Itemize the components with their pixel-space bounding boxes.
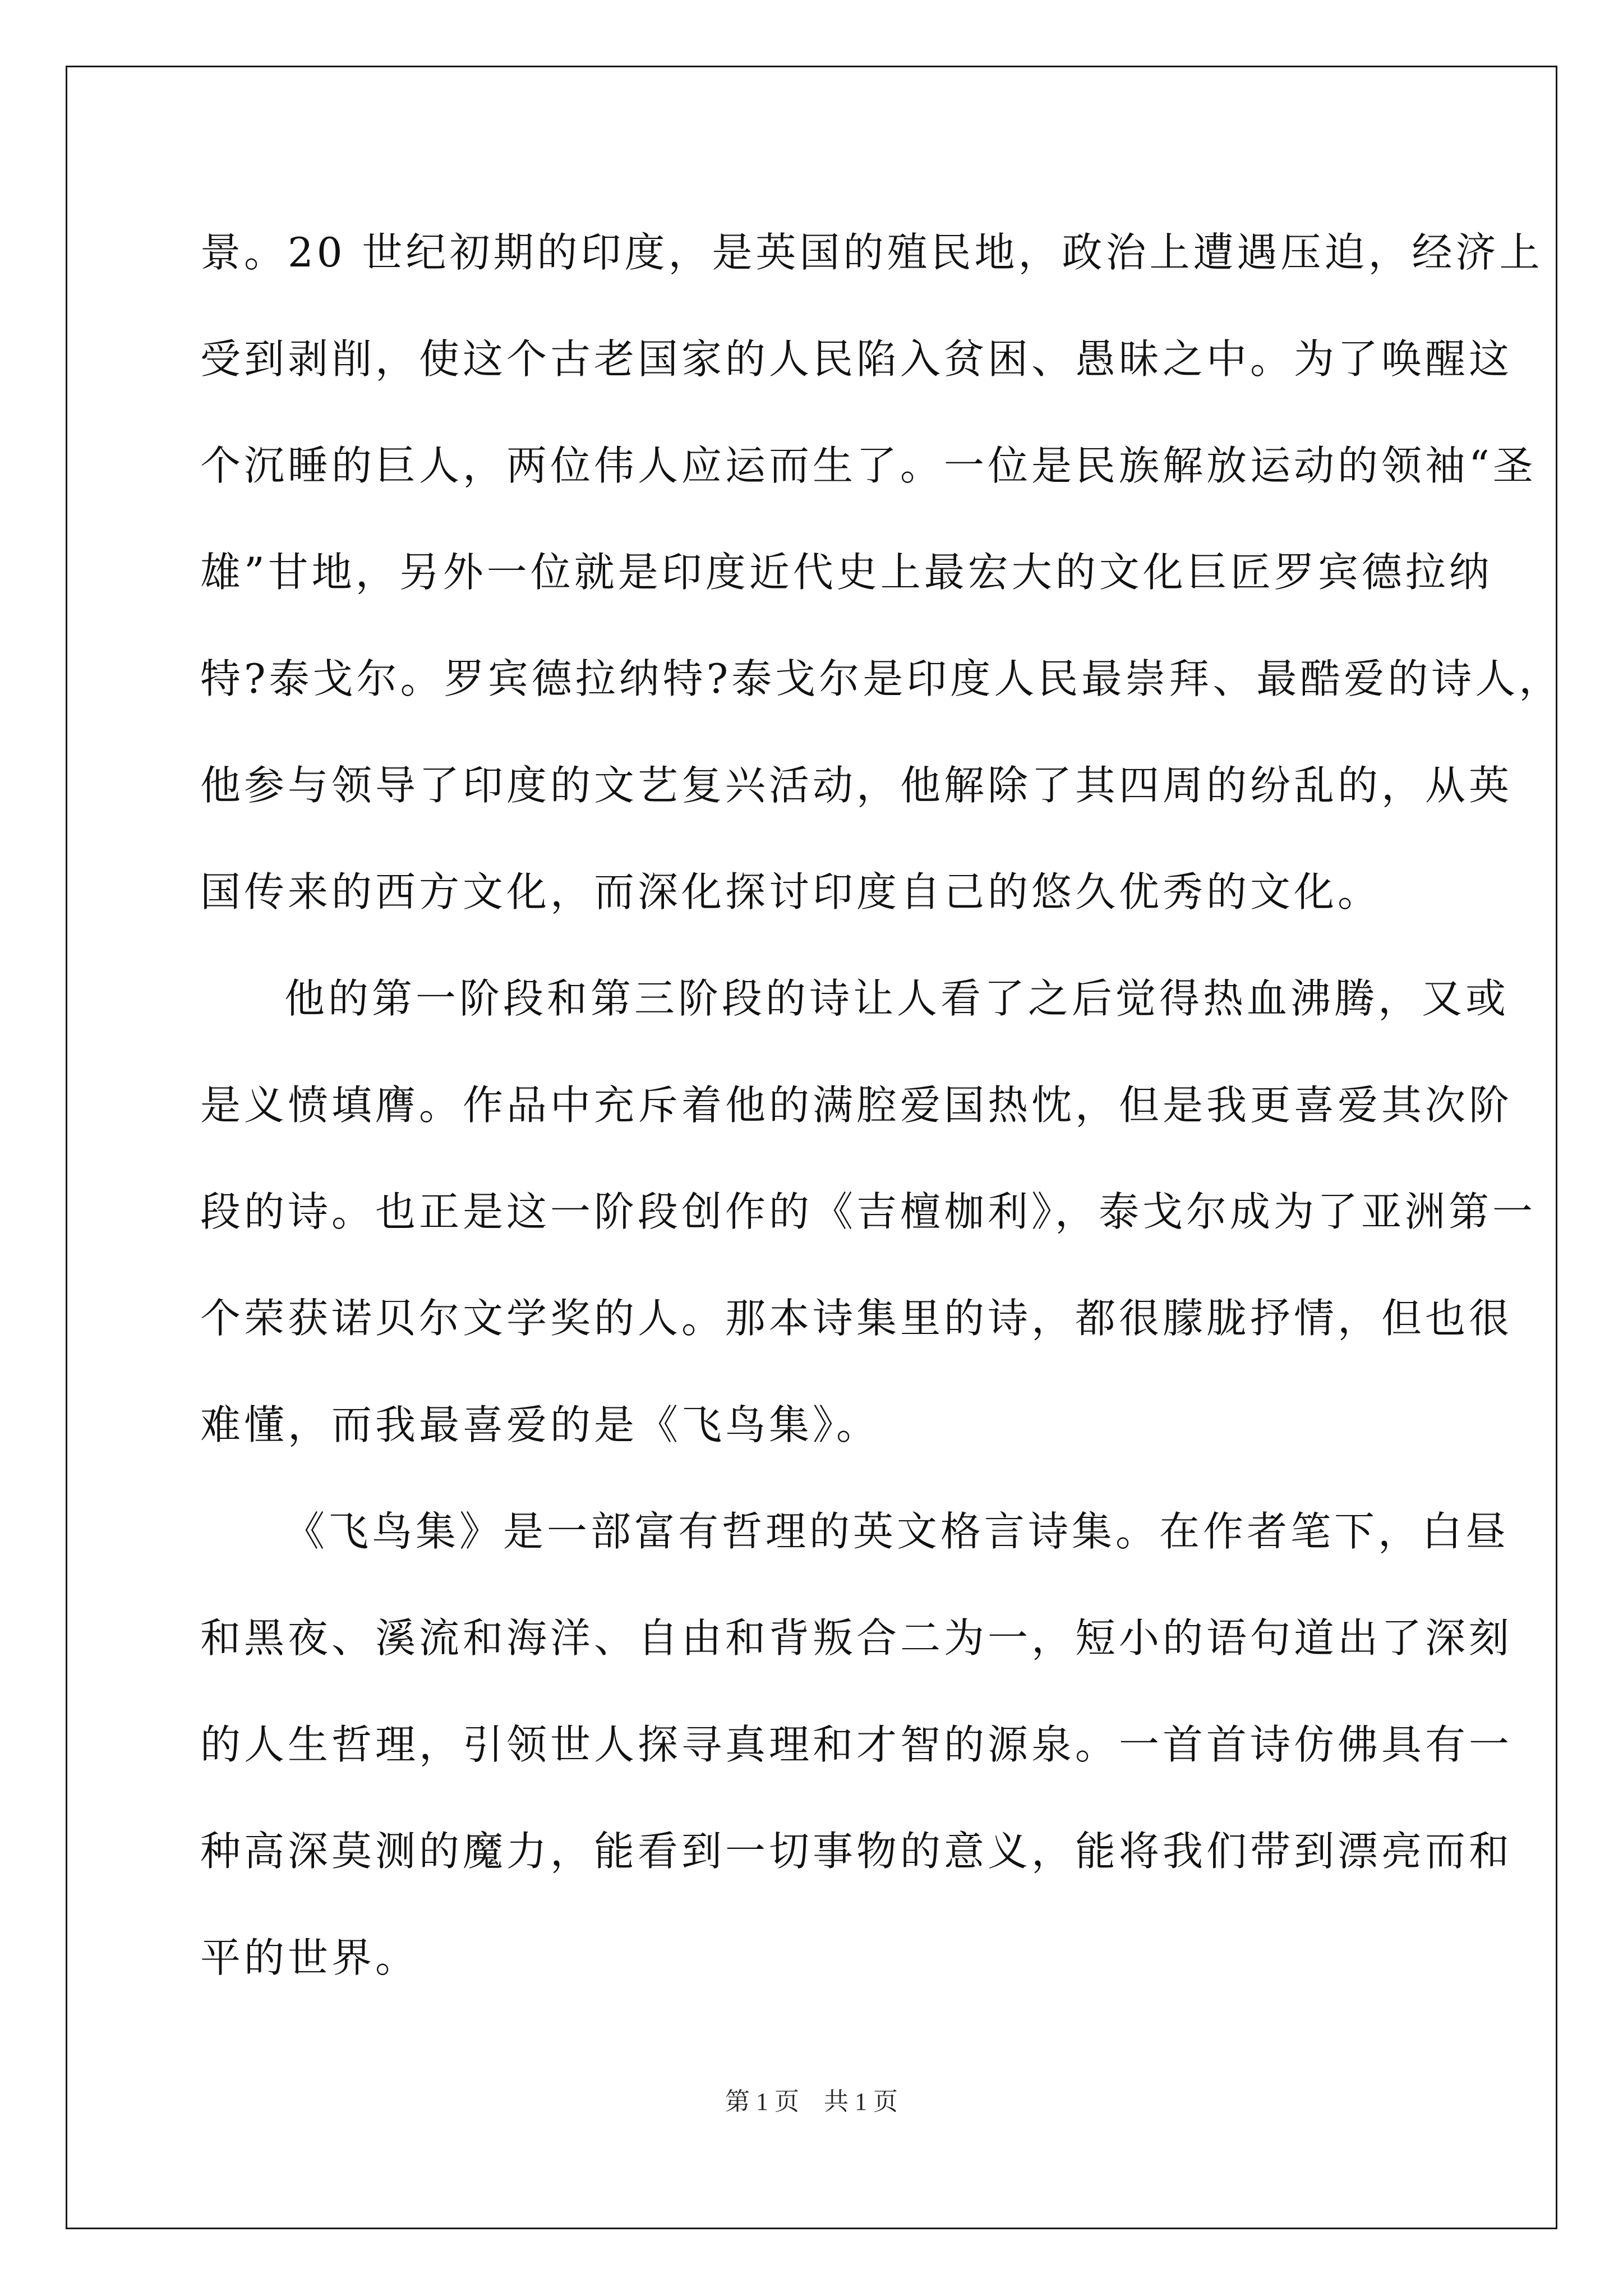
text-line: 景。20 世纪初期的印度，是英国的殖民地，政治上遭遇压迫，经济上 bbox=[200, 229, 1543, 276]
text-line: 雄”甘地，另外一位就是印度近代史上最宏大的文化巨匠罗宾德拉纳 bbox=[200, 549, 1493, 596]
document-body bbox=[200, 219, 1563, 2031]
text-line: 的人生哲理，引领世人探寻真理和才智的源泉。一首首诗仿佛具有一 bbox=[200, 1721, 1513, 1768]
text-line: 特?泰戈尔。罗宾德拉纳特?泰戈尔是印度人民最崇拜、最酷爱的诗人， bbox=[200, 655, 1563, 702]
text-line: 个沉睡的巨人，两位伟人应运而生了。一位是民族解放运动的领袖“圣 bbox=[200, 442, 1537, 489]
text-line: 他参与领导了印度的文艺复兴活动，他解除了其四周的纷乱的，从英 bbox=[200, 762, 1513, 809]
text-line: 是义愤填膺。作品中充斥着他的满腔爱国热忱，但是我更喜爱其次阶 bbox=[200, 1082, 1513, 1129]
page-number-footer: 第 1 页 共 1 页 bbox=[725, 2088, 898, 2115]
text-line: 个荣获诺贝尔文学奖的人。那本诗集里的诗，都很朦胧抒情，但也很 bbox=[200, 1295, 1513, 1342]
paragraph-start-line: 《飞鸟集》是一部富有哲理的英文格言诗集。在作者笔下，白昼 bbox=[284, 1508, 1510, 1555]
text-line: 平的世界。 bbox=[200, 1934, 419, 1981]
text-line: 受到剥削，使这个古老国家的人民陷入贫困、愚昧之中。为了唤醒这 bbox=[200, 335, 1513, 383]
text-line: 难懂，而我最喜爱的是《飞鸟集》。 bbox=[200, 1401, 880, 1448]
text-line: 和黑夜、溪流和海洋、自由和背叛合二为一，短小的语句道出了深刻 bbox=[200, 1614, 1513, 1662]
text-line: 种高深莫测的魔力，能看到一切事物的意义，能将我们带到漂亮而和 bbox=[200, 1828, 1513, 1875]
text-line: 国传来的西方文化，而深化探讨印度自己的悠久优秀的文化。 bbox=[200, 868, 1382, 915]
paragraph-start-line: 他的第一阶段和第三阶段的诗让人看了之后觉得热血沸腾，又或 bbox=[284, 975, 1510, 1022]
text-line: 段的诗。也正是这一阶段创作的《吉檀枷利》，泰戈尔成为了亚洲第一 bbox=[200, 1188, 1537, 1235]
